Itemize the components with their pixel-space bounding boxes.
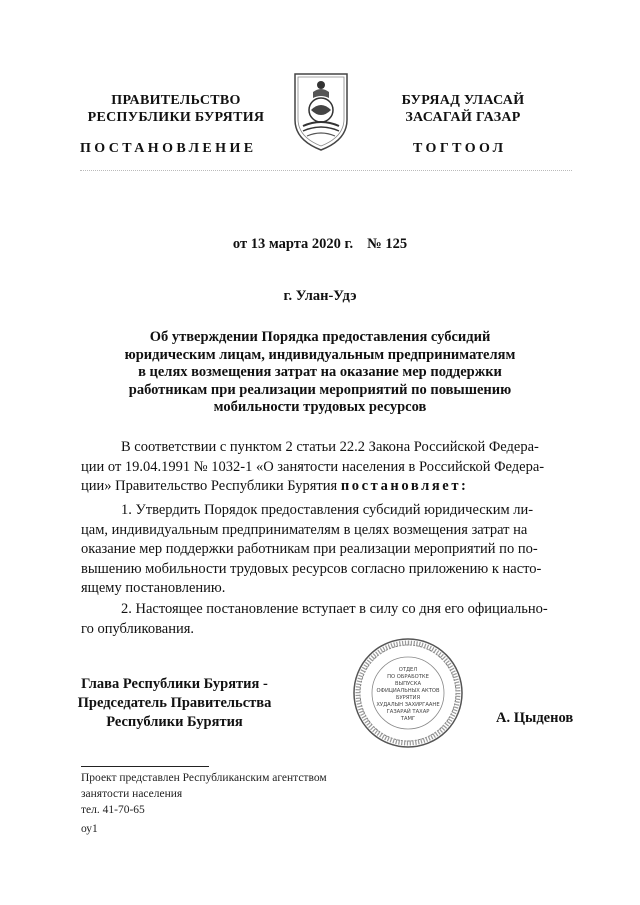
footnote-line: Проект представлен Республиканским агентством	[81, 772, 327, 784]
body-line: оказание мер поддержки работникам при реализации мероприятий по по-	[81, 541, 538, 557]
body-line	[81, 477, 573, 497]
document-title	[96, 329, 544, 417]
paragraph-item-1	[81, 501, 573, 599]
footnote-line: занятости населения	[81, 788, 183, 800]
body-line: В соответствии с пунктом 2 статьи 22.2 Закона Российской Федера-	[121, 439, 539, 455]
title-line: в целях возмещения затрат на оказание мер поддержки	[138, 364, 502, 380]
date-number-line	[0, 236, 640, 253]
seal-text-line: ВЫПУСКА	[394, 681, 422, 687]
postanovlyaet-keyword: постановляет:	[340, 478, 469, 494]
title-line: работникам при реализации мероприятий по повышению	[128, 381, 512, 398]
title-line: Об утверждении Порядка предоставления субсидий	[149, 329, 491, 345]
document-code: оу1	[81, 823, 98, 835]
body-text: ции» Правительство Республики Бурятия	[81, 478, 338, 494]
body-line: вышению мобильности трудовых ресурсов согласно приложению к насто-	[81, 560, 542, 577]
body-line: цам, индивидуальным предпринимателям в целях возмещения затрат на	[81, 521, 528, 538]
seal-text-line: ПО ОБРАБОТКЕ	[387, 674, 429, 680]
seal-text-line: ГАЗАРАЙ ТАХАР	[386, 709, 430, 715]
decree-label-bua: ТОГТООЛ	[413, 141, 507, 156]
decree-date: от 13 марта 2020 г.	[232, 236, 354, 252]
body-line: 1. Утвердить Порядок предоставления субсидий юридическим ли-	[121, 502, 534, 518]
signatory-title	[77, 675, 272, 732]
seal-text-line: ХУДАЛЫН ЗАХИРГААНЕ	[376, 702, 440, 708]
header-left-line: ПРАВИТЕЛЬСТВО	[111, 93, 241, 108]
header-divider	[80, 170, 572, 171]
city: г. Улан-Удэ	[283, 288, 357, 304]
decree-label-ru: ПОСТАНОВЛЕНИЕ	[80, 141, 257, 156]
decree-number: № 125	[367, 236, 408, 252]
seal-text-line: ТАМГ	[400, 716, 416, 722]
seal-text-line: ОТДЕЛ	[398, 667, 418, 673]
body-line: го опубликования.	[81, 620, 195, 637]
title-line: юридическим лицам, индивидуальным предпринимателям	[124, 346, 516, 363]
header-government-ru	[76, 92, 276, 126]
body-line: 2. Настоящее постановление вступает в силу со дня его официально-	[121, 601, 548, 617]
body-line: ции от 19.04.1991 № 1032-1 «О занятости населения в Российской Федера-	[81, 458, 545, 475]
seal-text-line: ОФИЦИАЛЬНЫХ АКТОВ	[376, 688, 440, 694]
signatory-title-line: Глава Республики Бурятия -	[81, 676, 268, 692]
footnote-divider	[81, 766, 209, 767]
header-government-bua	[363, 92, 563, 126]
official-seal-icon	[352, 637, 464, 749]
footnote	[81, 770, 327, 818]
footnote-line: тел. 41-70-65	[81, 804, 145, 816]
signatory-title-line: Председатель Правительства	[77, 695, 272, 711]
paragraph-preamble	[81, 438, 573, 497]
paragraph-item-2	[81, 600, 573, 639]
header-left-line: РЕСПУБЛИКИ БУРЯТИЯ	[87, 110, 265, 125]
signatory-name: А. Цыденов	[496, 710, 574, 726]
header-right-line: ЗАСАГАЙ ГАЗАР	[405, 110, 521, 125]
signatory-title-line: Республики Бурятия	[106, 714, 243, 730]
coat-of-arms-icon	[289, 68, 353, 152]
body-line: ящему постановлению.	[81, 580, 226, 596]
seal-text-line: БУРЯТИЯ	[395, 695, 421, 701]
header-right-line: БУРЯАД УЛАСАЙ	[401, 93, 525, 108]
title-line: мобильности трудовых ресурсов	[213, 399, 427, 415]
